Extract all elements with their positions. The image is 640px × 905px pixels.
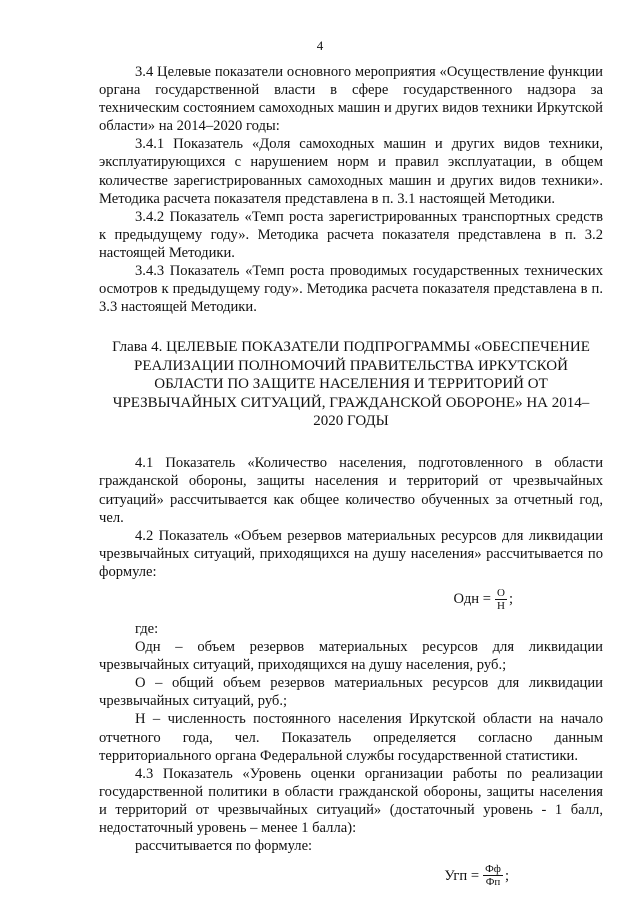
formula-odn <box>99 587 603 612</box>
formula-ugp-lhs: Угп = <box>444 867 480 884</box>
document-body <box>99 63 603 896</box>
where-label: где: <box>135 621 159 637</box>
chapter-4-heading: Глава 4. ЦЕЛЕВЫЕ ПОКАЗАТЕЛИ ПОДПРОГРАММЫ «ОБЕСПЕЧЕНИЕ РЕАЛИЗАЦИИ ПОЛНОМОЧИЙ ПРАВИТЕЛЬСТВА ИРКУТСКОЙ ОБЛАСТИ ПО ЗАЩИТЕ НАСЕЛЕНИЯ И ТЕРРИТОРИЙ ОТ ЧРЕЗВЫЧАЙНЫХ СИТУАЦИЙ, ГРАЖДАНСКОЙ ОБОРОНЕ» НА 2014–2020 ГОДЫ <box>112 339 590 429</box>
formula-odn-lhs: Одн = <box>453 591 491 608</box>
formula-odn-semicolon: ; <box>508 591 513 608</box>
formula-ugp-denominator: Фп <box>485 876 501 889</box>
formula-odn-denominator: Н <box>496 600 505 612</box>
paragraph-4-3: 4.3 Показатель «Уровень оценки организации работы по реализации государственной политики в области гражданской обороны, защиты населения и территорий от чрезвычайных ситуаций» (достаточный уровень - 1 балл, недостаточный уровень – менее 1 балла): <box>99 765 603 837</box>
calc-label: рассчитывается по формуле: <box>135 838 313 855</box>
formula-odn-fraction <box>495 587 507 612</box>
definition-n: Н – численность постоянного населения Иркутской области на начало отчетного года, чел. Показатель определяется согласно данным территориального органа Федеральной службы государственной статистики. <box>99 711 603 764</box>
paragraph-3-4-2: 3.4.2 Показатель «Темп роста зарегистрированных транспортных средств к предыдущему году». Методика расчета показателя представлена в п. 3.2 настоящей Методики. <box>99 208 603 261</box>
paragraph-3-4-3: 3.4.3 Показатель «Темп роста проводимых государственных технических осмотров к предыдущему году». Методика расчета показателя представлена в п. 3.3 настоящей Методики. <box>99 263 603 316</box>
paragraph-4-2: 4.2 Показатель «Объем резервов материальных ресурсов для ликвидации чрезвычайных ситуаций, приходящихся на душу населения» рассчитывается по формуле: <box>99 527 603 580</box>
definition-odn: Одн – объем резервов материальных ресурсов для ликвидации чрезвычайных ситуаций, приходящихся на душу населения, руб.; <box>99 639 603 674</box>
formula-ugp-numerator: Фф <box>485 863 501 876</box>
definition-o: О – общий объем резервов материальных ресурсов для ликвидации чрезвычайных ситуаций, руб.; <box>99 675 603 710</box>
page-number: 4 <box>316 38 324 53</box>
formula-ugp <box>99 863 603 888</box>
formula-odn-numerator: О <box>496 587 505 599</box>
formula-ugp-semicolon: ; <box>504 867 509 884</box>
formula-ugp-fraction <box>483 863 503 888</box>
paragraph-3-4: 3.4 Целевые показатели основного мероприятия «Осуществление функции органа государственной власти в сфере государственного надзора за техническим состоянием самоходных машин и других видов техники Иркутской области» на 2014–2020 годы: <box>99 64 603 135</box>
paragraph-4-1: 4.1 Показатель «Количество населения, подготовленного в области гражданской обороны, защиты населения и территорий от чрезвычайных ситуаций» рассчитывается как общее количество обученных за отчетный год, чел. <box>99 455 603 526</box>
paragraph-3-4-1: 3.4.1 Показатель «Доля самоходных машин и других видов техники, эксплуатирующихся с нарушением норм и правил эксплуатации, в общем количестве зарегистрированных самоходных машин и других видов техники». Методика расчета показателя представлена в п. 3.1 настоящей Методики. <box>99 136 603 207</box>
